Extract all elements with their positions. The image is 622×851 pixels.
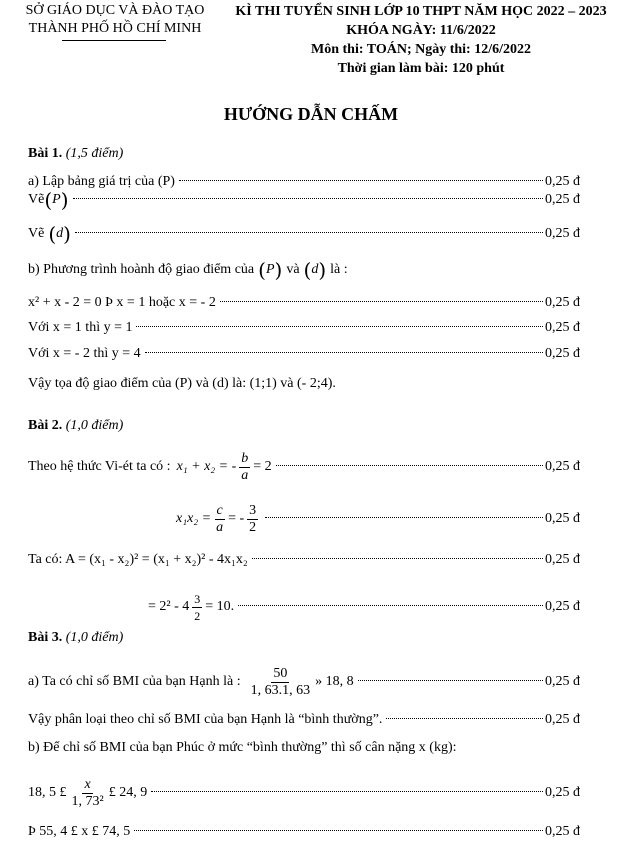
bai2-vieta-prod-row bbox=[28, 500, 580, 538]
header-exam-info bbox=[226, 2, 616, 78]
bai3-a-row bbox=[28, 662, 580, 702]
bai3-label: Bài 3. bbox=[28, 630, 63, 645]
fraction-numerator: b bbox=[241, 450, 249, 466]
fraction-denominator: a bbox=[241, 467, 249, 483]
header-divider bbox=[62, 40, 166, 41]
exam-subject: Môn thi: TOÁN; Ngày thi: 12/6/2022 bbox=[311, 42, 531, 57]
bai2-a-value-row bbox=[28, 588, 580, 626]
bai1-eq1: x² + x - 2 = 0 Þ x = 1 hoặc x = - 2 bbox=[28, 295, 216, 310]
score: 0,25 đ bbox=[545, 511, 580, 526]
bai1-b-pre: b) Phương trình hoành độ giao điểm của bbox=[28, 262, 255, 277]
leader-dots bbox=[179, 180, 543, 181]
bai1-b-and: và bbox=[286, 262, 300, 277]
leader-dots bbox=[151, 791, 543, 792]
bai2-a-row bbox=[28, 550, 580, 570]
bai1-label: Bài 1. bbox=[28, 146, 63, 161]
fraction-denominator: 1, 73² bbox=[71, 793, 104, 809]
bai2-a-line: Ta có: A = (x₁ - x₂)² = (x₁ + x₂)² - 4x₁x₂ bbox=[28, 552, 248, 567]
score: 0,25 đ bbox=[545, 226, 580, 241]
fraction-bmi-phuc bbox=[70, 777, 106, 810]
bai1-eq2-row bbox=[28, 318, 580, 338]
var-d: d bbox=[56, 226, 64, 241]
bai1-ve-p-row: Vẽ ( P ) 0,25 đ bbox=[28, 188, 580, 212]
var-p: P bbox=[265, 262, 275, 277]
fraction-numerator: 3 bbox=[194, 591, 201, 606]
exam-duration: Thời gian làm bài: 120 phút bbox=[337, 61, 505, 76]
leader-dots bbox=[73, 198, 543, 199]
fraction-c-over-a bbox=[214, 503, 225, 536]
bai1-points: (1,5 điểm) bbox=[65, 146, 124, 161]
org-line-1: SỞ GIÁO DỤC VÀ ĐÀO TẠO bbox=[25, 3, 205, 18]
score: 0,25 đ bbox=[545, 824, 580, 839]
leader-dots bbox=[145, 352, 543, 353]
bai3-b-line: b) Để chỉ số BMI của bạn Phúc ở mức “bình thường” thì số cân nặng x (kg): bbox=[28, 740, 457, 755]
score: 0,25 đ bbox=[545, 599, 580, 614]
score: 0,25 đ bbox=[545, 174, 580, 189]
bai3-a-pre: a) Ta có chỉ số BMI của bạn Hạnh là : bbox=[28, 674, 241, 689]
bai3-ineq-post: £ 24, 9 bbox=[108, 785, 148, 800]
bai1-b-end: là : bbox=[330, 262, 348, 277]
bai1-eq1-row bbox=[28, 293, 580, 313]
fraction-numerator: c bbox=[216, 502, 223, 518]
fraction-b-over-a bbox=[239, 451, 250, 484]
score: 0,25 đ bbox=[545, 320, 580, 335]
leader-dots bbox=[252, 558, 543, 559]
score: 0,25 đ bbox=[545, 712, 580, 727]
leader-dots bbox=[386, 718, 543, 719]
bai1-a-row bbox=[28, 172, 580, 192]
leader-dots bbox=[358, 680, 543, 681]
bai1-eq3: Với x = - 2 thì y = 4 bbox=[28, 346, 141, 361]
fraction-3-over-2 bbox=[192, 591, 202, 624]
bai3-points: (1,0 điểm) bbox=[65, 630, 124, 645]
bai3-a-post: » 18, 8 bbox=[315, 674, 354, 689]
bai2-vieta-sum-row bbox=[28, 448, 580, 486]
bai3-classify: Vậy phân loại theo chỉ số BMI của bạn Hạnh là “bình thường”. bbox=[28, 712, 383, 727]
fraction-denominator: 2 bbox=[194, 608, 201, 623]
score: 0,25 đ bbox=[545, 459, 580, 474]
bai3-final-row bbox=[28, 822, 580, 842]
bai1-a-text: a) Lập bảng giá trị của (P) bbox=[28, 174, 175, 189]
bai3-ineq-pre: 18, 5 £ bbox=[28, 785, 67, 800]
bai1-heading bbox=[28, 146, 123, 162]
leader-dots bbox=[276, 465, 543, 466]
exam-title: KÌ THI TUYỂN SINH LỚP 10 THPT NĂM HỌC 2022 – 2023 bbox=[235, 4, 607, 19]
exam-date: KHÓA NGÀY: 11/6/2022 bbox=[346, 23, 496, 38]
leader-dots bbox=[265, 517, 543, 518]
bai2-sum-lhs: x₁ + x₂ = - bbox=[176, 459, 237, 474]
score: 0,25 đ bbox=[545, 552, 580, 567]
bai2-points: (1,0 điểm) bbox=[65, 418, 124, 433]
leader-dots bbox=[220, 301, 543, 302]
org-line-2: THÀNH PHỐ HỒ CHÍ MINH bbox=[28, 21, 202, 36]
bai1-ve-d-row: Vẽ ( d ) 0,25 đ bbox=[28, 222, 580, 246]
fraction-denominator: 2 bbox=[249, 519, 257, 535]
ve-label: Vẽ bbox=[28, 192, 45, 207]
fraction-denominator: a bbox=[216, 519, 224, 535]
bai3-heading bbox=[28, 630, 123, 646]
bai2-label: Bài 2. bbox=[28, 418, 63, 433]
var-d: d bbox=[311, 262, 319, 277]
bai1-eq2: Với x = 1 thì y = 1 bbox=[28, 320, 133, 335]
var-p: P bbox=[52, 192, 61, 207]
fraction-3-over-2 bbox=[247, 503, 258, 536]
bai3-final: Þ 55, 4 £ x £ 74, 5 bbox=[28, 824, 131, 839]
leader-dots bbox=[75, 232, 543, 233]
bai3-classify-row bbox=[28, 710, 580, 730]
bai2-sum-rhs: = 2 bbox=[253, 459, 272, 474]
fraction-numerator: x bbox=[84, 776, 91, 792]
bai2-a-val-pre: = 2² - 4 bbox=[148, 599, 190, 614]
leader-dots bbox=[134, 830, 543, 831]
leader-dots bbox=[238, 605, 543, 606]
fraction-numerator: 3 bbox=[249, 502, 257, 518]
bai2-prod-lhs: x₁x₂ = bbox=[176, 511, 212, 526]
score: 0,25 đ bbox=[545, 295, 580, 310]
bai1-eq3-row bbox=[28, 344, 580, 364]
score: 0,25 đ bbox=[545, 346, 580, 361]
bai1-conclusion: Vậy tọa độ giao điểm của (P) và (d) là: (1;1) và (- 2;4). bbox=[28, 376, 336, 391]
page-title: HƯỚNG DẪN CHẤM bbox=[223, 104, 399, 124]
bai2-vieta-pre: Theo hệ thức Vi-ét ta có : bbox=[28, 459, 171, 474]
header-organization bbox=[20, 2, 210, 38]
bai2-prod-mid: = - bbox=[228, 511, 245, 526]
leader-dots bbox=[136, 326, 543, 327]
fraction-bmi-hanh bbox=[249, 666, 313, 699]
bai2-a-val-post: = 10. bbox=[205, 599, 235, 614]
fraction-numerator: 50 bbox=[273, 665, 288, 681]
ve-label: Vẽ bbox=[28, 226, 45, 241]
bai1-b-line: b) Phương trình hoành độ giao điểm của ( P ) và ( d ) là : bbox=[28, 258, 348, 282]
score: 0,25 đ bbox=[545, 785, 580, 800]
bai3-ineq-row bbox=[28, 772, 580, 814]
score: 0,25 đ bbox=[545, 674, 580, 689]
bai2-heading bbox=[28, 418, 123, 434]
fraction-denominator: 1, 63.1, 63 bbox=[250, 682, 311, 698]
score: 0,25 đ bbox=[545, 192, 580, 207]
